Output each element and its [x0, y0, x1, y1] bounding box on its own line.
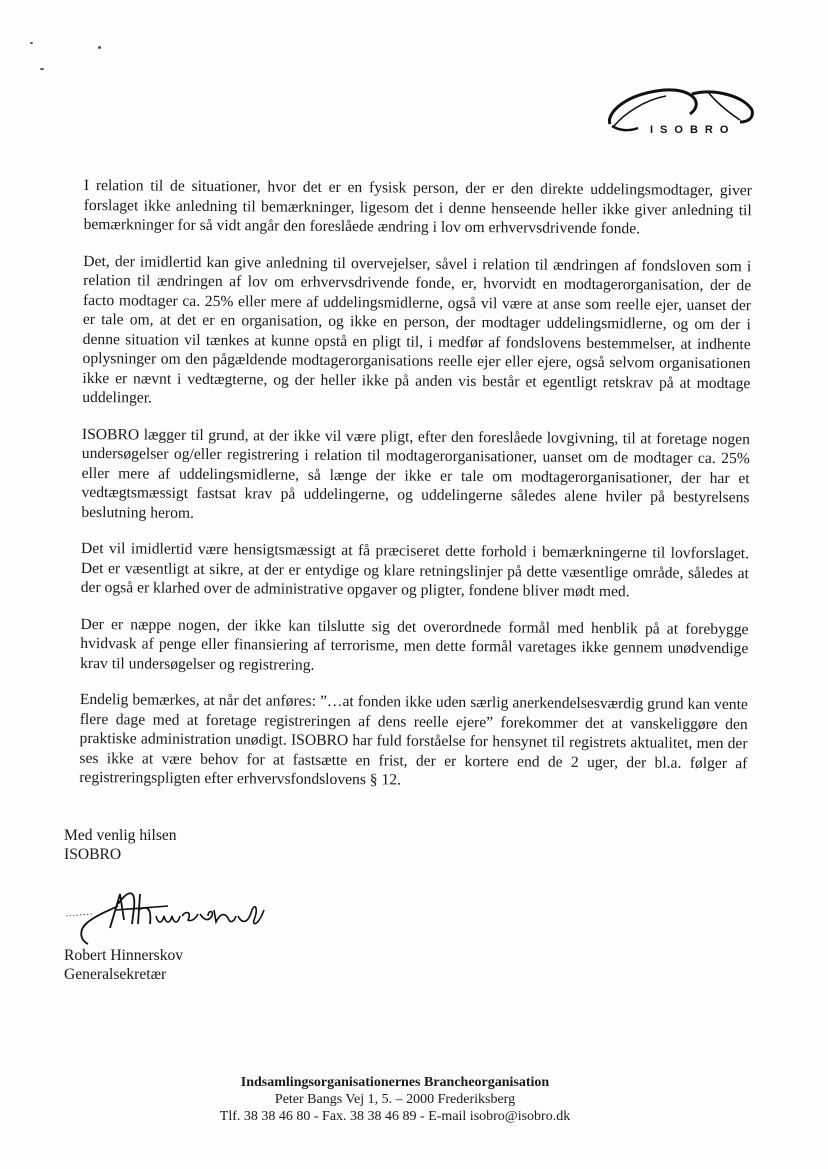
paragraph: Det vil imidlertid være hensigtsmæssigt at få præciseret dette forhold i bemærkningerne til lovforslaget. Det er væsentligt at sikre, at der er entydige og klare retningslinjer på dette væsentlige område, således at der også er klarhed over de administrative opgaver og pligter, fondene bliver mødt med. [80, 539, 750, 601]
letter-footer [200, 1074, 590, 1125]
footer-organisation: Indsamlingsorganisationernes Brancheorganisation [240, 1075, 550, 1090]
signer-title: Generalsekretær [64, 966, 167, 983]
closing-block [64, 826, 177, 864]
paragraph: Endelig bemærkes, at når det anføres: ”…at fonden ikke uden særlig anerkendelsesværdig grund kan vente flere dage med at foretage registreringen af dens reelle ejere” forekommer det at vanskeliggøre den praktiske administration unødigt. ISOBRO har fuld forståelse for hensynet til registrets aktualitet, men der ses ikke at være behov for at fastsætte en frist, der er kortere end de 2 uger, der bl.a. følger af registreringspligten efter erhvervsfondslovens § 12. [79, 690, 748, 789]
closing-greeting: Med venlig hilsen [64, 827, 177, 844]
isobro-logo [604, 84, 754, 142]
signer-block [64, 946, 183, 984]
handwritten-signature [58, 880, 308, 950]
letter-body [79, 176, 752, 810]
footer-address: Peter Bangs Vej 1, 5. – 2000 Frederiksberg [274, 1092, 516, 1107]
paragraph: I relation til de situationer, hvor det er en fysisk person, der er den direkte uddelingsmodtager, giver forslaget ikke anledning til bemærkninger, ligesom det i denne henseende heller ikke giver anledning til bemærkninger for så vidt angår den foreslåede ændring i lov om erhvervsdrivende fonde. [83, 176, 752, 238]
paragraph: Der er næppe nogen, der ikke kan tilslutte sig det overordnede formål med henblik på at forebygge hvidvask af penge eller finansiering af terrorisme, men dette formål varetages ikke gennem unødvendige krav til undersøgelser og registrering. [80, 615, 749, 674]
footer-contact: Tlf. 38 38 46 80 - Fax. 38 38 46 89 - E-mail isobro@isobro.dk [219, 1109, 571, 1124]
logo-brand-text: ISOBRO [650, 124, 736, 136]
paragraph: Det, der imidlertid kan give anledning til overvejelser, såvel i relation til ændringen af fondsloven som i relation til ændringen af lov om erhvervsdrivende fonde, er, hvorvidt en modtagerorganisation, der de facto modtager ca. 25% eller mere af uddelingsmidlerne, også vil være at anse som reelle ejer, uanset der er tale om, at det er en organisation, og ikke en person, der modtager uddelingsmidlerne, og om der i denne situation vil tænkes at kunne opstå en pligt til, i medfør af fondslovens bestemmelser, at indhente oplysninger om den pågældende modtagerorganisations reelle ejer eller ejere, også selvom organisationen ikke er nævnt i vedtægterne, og der heller ikke på anden vis består et egentligt retskrav på at modtage uddelinger. [82, 252, 752, 407]
signer-name: Robert Hinnerskov [64, 947, 184, 964]
closing-organisation: ISOBRO [64, 846, 122, 863]
scan-speck [40, 68, 44, 70]
scan-speck [30, 42, 33, 44]
paragraph: ISOBRO lægger til grund, at der ikke vil være pligt, efter den foreslåede lovgivning, til at foretage nogen undersøgelser og/eller registrering i relation til modtagerorganisationer, uanset om de modtager ca. 25% eller mere af uddelingsmidlerne, så længe der ikke er tale om modtagerorganisationer, der har et vedtægtsmæssigt fastsat krav på uddelingerne, og uddelingerne således alene hviler på bestyrelsens beslutning herom. [81, 425, 751, 522]
scan-speck [98, 46, 101, 49]
